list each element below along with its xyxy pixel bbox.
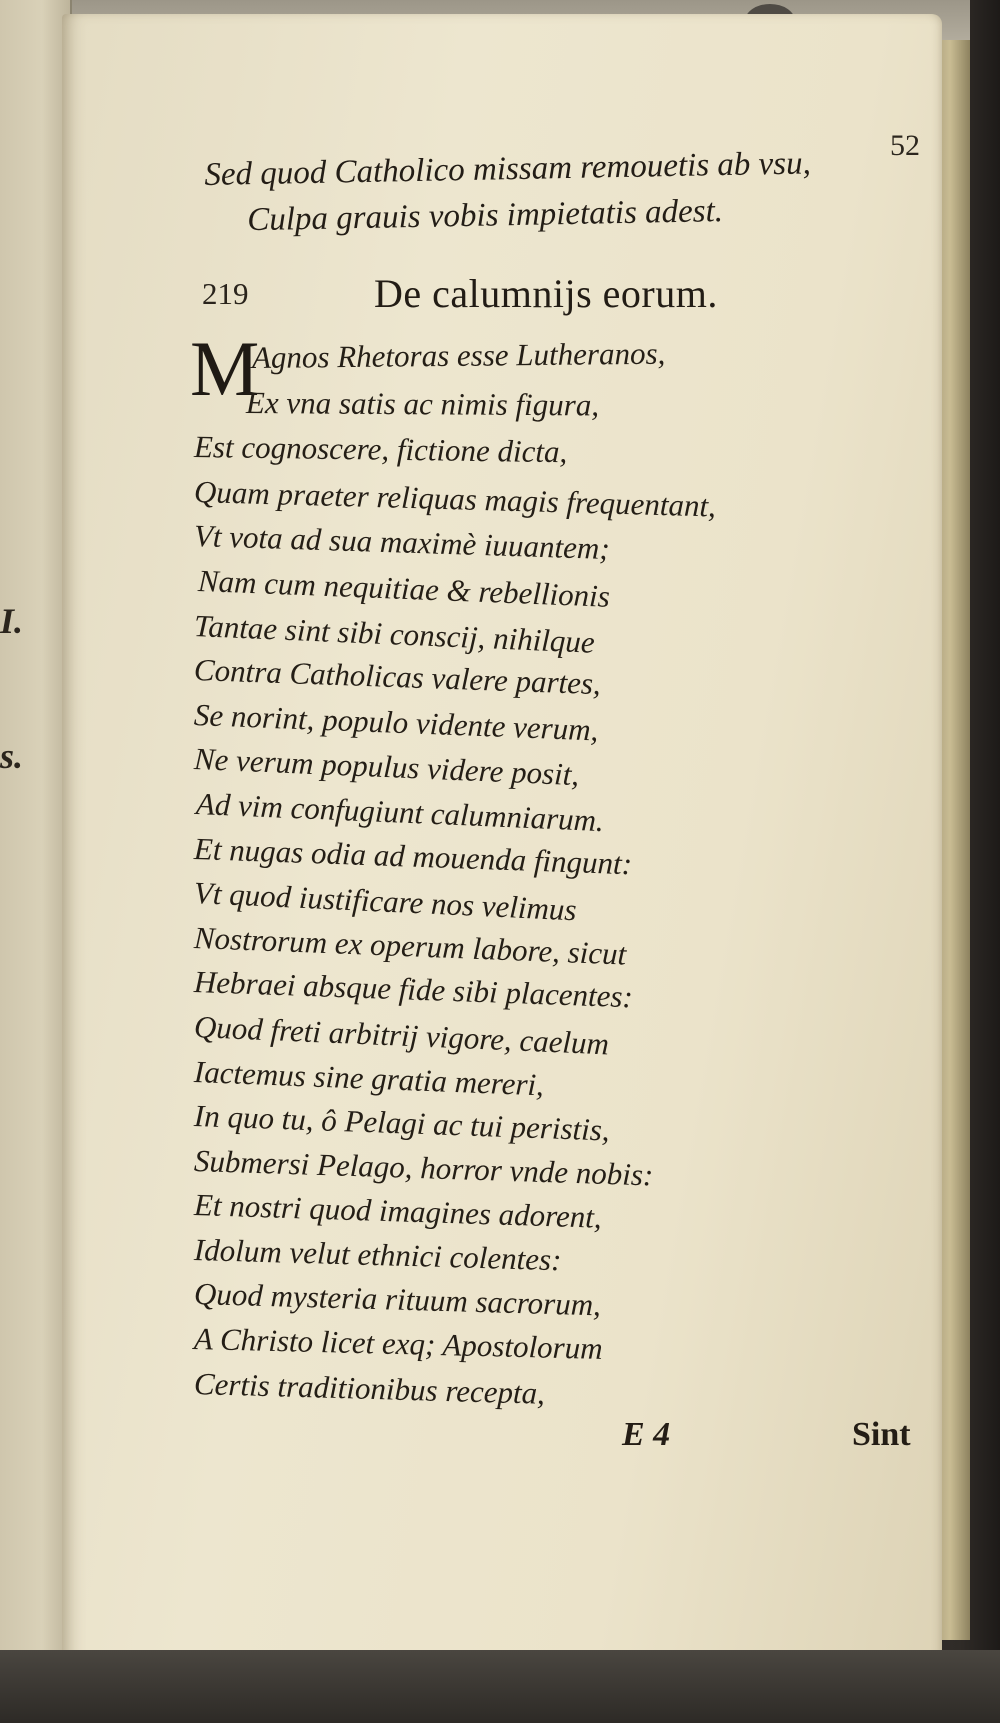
- poem-line: Ex vna satis ac nimis figura,: [245, 384, 600, 423]
- poem-line: Quod mysteria rituum sacrorum,: [193, 1276, 602, 1323]
- poem-title: De calumnijs eorum.: [374, 271, 718, 316]
- poem-line: A Christo licet exq; Apostolorum: [193, 1321, 604, 1367]
- poem-line: Nostrorum ex operum labore, sicut: [193, 919, 627, 972]
- drop-cap: M: [190, 325, 260, 412]
- poem-line: Ne verum populus videre posit,: [193, 741, 580, 793]
- closing-verse: [204, 139, 906, 244]
- poem-line: Agnos Rhetoras esse Lutheranos,: [251, 335, 666, 375]
- poem-line: Iactemus sine gratia mereri,: [193, 1053, 545, 1102]
- book-page: [62, 14, 942, 1674]
- poem-line: Se norint, populo vidente verum,: [193, 696, 600, 748]
- poem-line: In quo tu, ô Pelagi ac tui peristis,: [193, 1098, 611, 1148]
- facing-page-fragment: s.: [0, 736, 24, 776]
- bottom-shadow: [0, 1650, 1000, 1723]
- poem-line: Contra Catholicas valere partes,: [193, 652, 602, 702]
- poem-line: Est cognoscere, fictione dicta,: [193, 429, 568, 470]
- signature-mark: E 4: [622, 1416, 671, 1453]
- poem-line: Ad vim confugiunt calumniarum.: [195, 785, 605, 839]
- verse-line: Culpa grauis vobis impietatis adest.: [246, 193, 724, 239]
- poem-body: [190, 325, 894, 1411]
- page-number: 52: [890, 129, 920, 162]
- poem-line: Tantae sint sibi conscij, nihilque: [193, 607, 596, 660]
- poem-line: Quam praeter reliquas magis frequentant,: [193, 473, 717, 524]
- poem-line: Quod freti arbitrij vigore, caelum: [193, 1008, 610, 1062]
- poem-line: Et nostri quod imagines adorent,: [193, 1187, 603, 1236]
- verse-line: Sed quod Catholico missam remouetis ab vsu,: [204, 145, 812, 193]
- poem-line: Et nugas odia ad mouenda fingunt:: [193, 830, 633, 881]
- catchword: Sint: [852, 1416, 911, 1453]
- poem-line: Submersi Pelago, horror vnde nobis:: [193, 1142, 654, 1193]
- poem-line: Idolum velut ethnici colentes:: [193, 1231, 562, 1278]
- poem-line: Vt quod iustificare nos velimus: [193, 875, 578, 928]
- facing-page-fragment: I.: [0, 601, 24, 641]
- poem-line: Hebraei absque fide sibi placentes:: [193, 964, 634, 1015]
- poem-line: Certis traditionibus recepta,: [193, 1365, 546, 1411]
- poem-line: Vt vota ad sua maximè iuuantem;: [193, 518, 611, 567]
- poem-line: Nam cum nequitiae & rebellionis: [197, 562, 611, 614]
- poem-number: 219: [202, 276, 249, 311]
